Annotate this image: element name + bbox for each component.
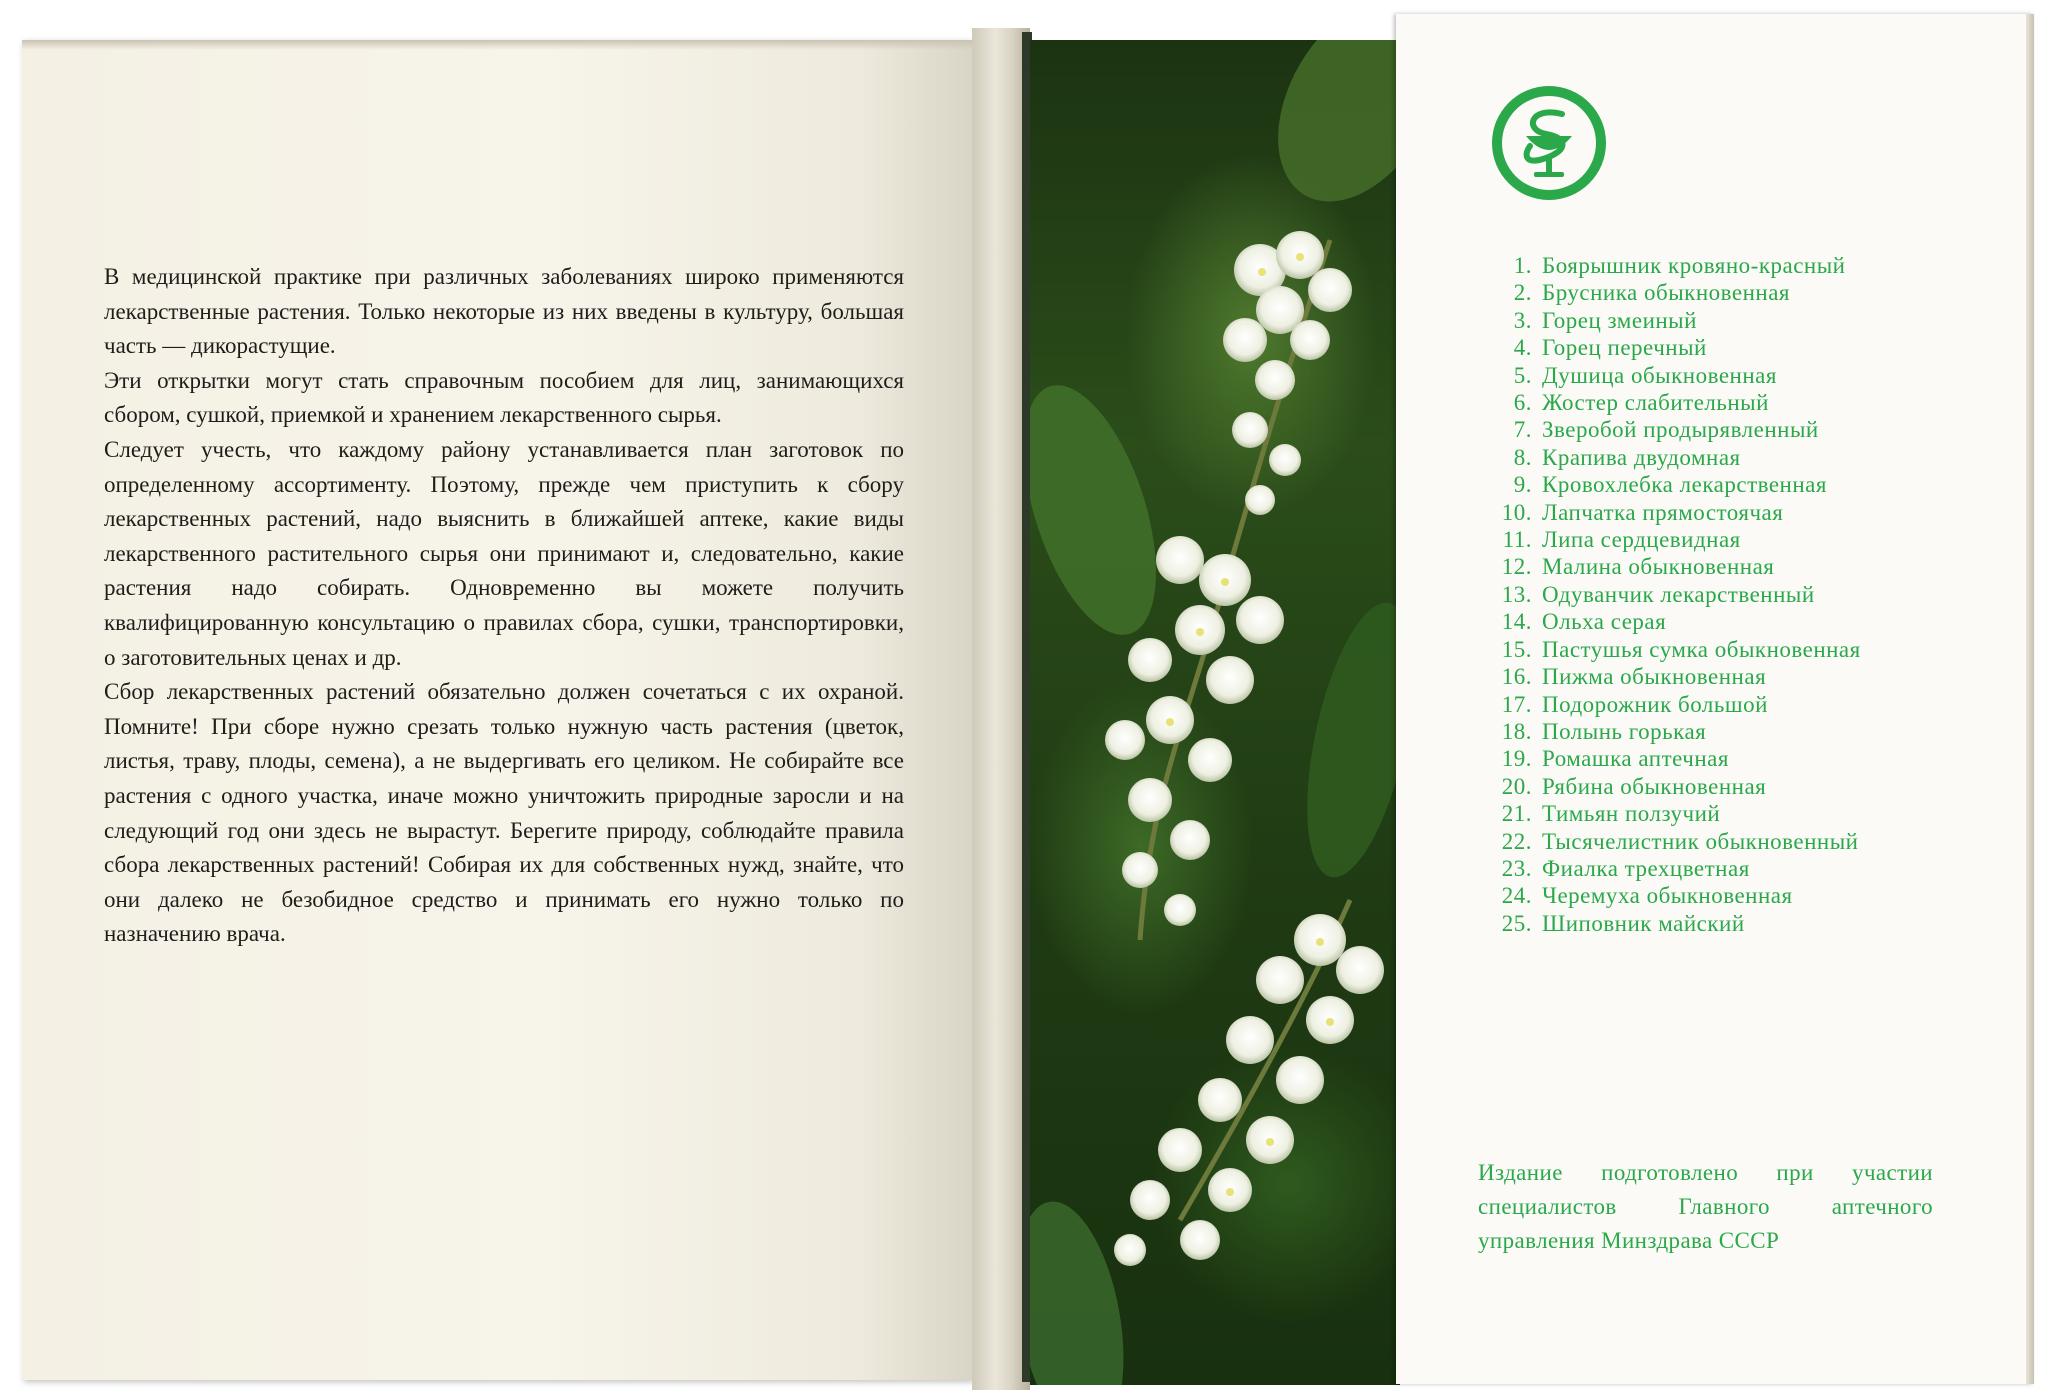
plant-name: Черемуха обыкновенная [1542,883,1793,909]
list-item [1464,691,1934,718]
plant-name: Тимьян ползучий [1542,801,1721,827]
plant-number: 12. [1501,554,1532,580]
credits-line: Издание подготовлено при участии [1478,1160,1933,1185]
list-item [1464,910,1934,937]
plant-number: 24. [1501,883,1532,909]
right-page [1396,14,2034,1384]
list-item [1464,800,1934,827]
plant-number: 20. [1501,773,1532,799]
plant-number: 15. [1501,636,1532,662]
list-item [1464,471,1934,498]
plant-name: Ольха серая [1542,609,1667,635]
list-item [1464,362,1934,389]
list-item [1464,636,1934,663]
plant-name: Пижма обыкновенная [1542,664,1767,690]
plant-number: 4. [1513,335,1532,361]
publication-credits [1478,1156,1933,1258]
plant-number: 16. [1501,664,1532,690]
list-item [1464,745,1934,772]
list-item [1464,773,1934,800]
list-item [1464,499,1934,526]
list-item [1464,416,1934,443]
flower-cluster [1223,231,1352,515]
intro-paragraph: Эти открытки могут стать справочным пособием для лиц, занимающихся сбором, сушкой, приемкой и хранением лекарственного сырья. [104,367,904,428]
plant-number: 22. [1501,828,1532,854]
blossom-illustration [1030,40,1400,1385]
list-item [1464,252,1934,279]
list-item [1464,581,1934,608]
plant-name: Липа сердцевидная [1542,527,1741,553]
credits-line: управления Минздрава СССР [1478,1228,1780,1253]
plant-number: 11. [1502,527,1532,553]
left-page [22,40,972,1380]
leaf-shape [1030,1193,1140,1385]
plant-name: Душица обыкновенная [1542,362,1777,388]
plant-name: Пастушья сумка обыкновенная [1542,636,1861,662]
plant-name: Шиповник майский [1542,910,1745,936]
plant-number: 18. [1501,718,1532,744]
plant-name: Кровохлебка лекарственная [1542,472,1827,498]
plant-number: 5. [1513,362,1532,388]
list-item [1464,526,1934,553]
pharmacy-bowl-snake-icon [1490,84,1608,202]
plant-name: Крапива двудомная [1542,444,1741,470]
plant-list [1464,252,1934,937]
intro-paragraph: В медицинской практике при различных заболеваниях широко применяются лекарственные растения. Только некоторые из них введены в культуру, большая часть — дикорастущие. [104,264,904,359]
intro-paragraph: Сбор лекарственных растений обязательно должен сочетаться с их охраной. Помните! При сборе нужно срезать только нужную часть растения (цветок, листья, траву, плоды, семена), а не выдергивать его целиком. Не собирайте все растения с одного участка, иначе можно уничтожить природные заросли и на следующий год они здесь не вырастут. Берегите природу, соблюдайте правила сбора лекарственных растений! Собирая их для собственных нужд, знайте, что они далеко не безобидное средство и принимать его нужно только по назначению врача. [104,679,904,947]
plant-number: 6. [1513,390,1532,416]
plant-number: 25. [1501,910,1532,936]
list-item [1464,279,1934,306]
bird-cherry-blossom-photo [1030,40,1400,1385]
plant-name: Горец змеиный [1542,307,1697,333]
list-item [1464,718,1934,745]
credits-line: специалистов Главного аптечного [1478,1194,1933,1219]
plant-name: Ромашка аптечная [1542,746,1729,772]
plant-number: 8. [1513,444,1532,470]
plant-name: Лапчатка прямостоячая [1542,499,1784,525]
plant-name: Полынь горькая [1542,718,1707,744]
plant-name: Брусника обыкновенная [1542,280,1790,306]
list-item [1464,828,1934,855]
plant-name: Фиалка трехцветная [1542,855,1750,881]
plant-name: Горец перечный [1542,335,1707,361]
list-item [1464,553,1934,580]
plant-number: 23. [1501,855,1532,881]
list-item [1464,444,1934,471]
list-item [1464,663,1934,690]
plant-name: Рябина обыкновенная [1542,773,1767,799]
list-item [1464,608,1934,635]
list-item [1464,389,1934,416]
plant-name: Боярышник кровяно-красный [1542,253,1846,278]
plant-number: 13. [1501,581,1532,607]
plant-name: Подорожник большой [1542,691,1768,717]
plant-name: Жостер слабительный [1542,390,1769,416]
list-item [1464,334,1934,361]
plant-name: Малина обыкновенная [1542,554,1775,580]
plant-number: 19. [1501,746,1532,772]
plant-number: 7. [1513,417,1532,443]
plant-name: Зверобой продырявленный [1542,417,1819,443]
plant-name: Тысячелистник обыкновенный [1542,828,1859,854]
leaf-shape [1287,594,1400,887]
flower-cluster [1114,914,1384,1266]
list-item [1464,882,1934,909]
page-edge [2026,14,2034,1384]
plant-number: 21. [1501,801,1532,827]
leaf-shape [1030,369,1182,650]
plant-number: 14. [1501,609,1532,635]
list-item [1464,307,1934,334]
plant-number: 9. [1513,472,1532,498]
plant-number: 17. [1501,691,1532,717]
plant-number: 2. [1513,280,1532,306]
plant-name: Одуванчик лекарственный [1542,581,1815,607]
intro-paragraph: Следует учесть, что каждому району устанавливается план заготовок по определенному ассортименту. Поэтому, прежде чем приступить к сбору лекарственных растений, надо выяснить в ближайшей аптеке, какие виды лекарственного растительного сырья они принимают и, следовательно, какие растения надо собирать. Одновременно вы можете получить квалифицированную консультацию о правилах сбора, сушки, транспортировки, о заготовительных ценах и др. [104,436,904,670]
plant-number: 10. [1501,499,1532,525]
intro-text [104,260,904,952]
plant-number: 1. [1513,253,1532,278]
plant-number: 3. [1513,307,1532,333]
page-shadow [22,40,972,50]
leaf-shape [1244,40,1400,230]
list-item [1464,855,1934,882]
